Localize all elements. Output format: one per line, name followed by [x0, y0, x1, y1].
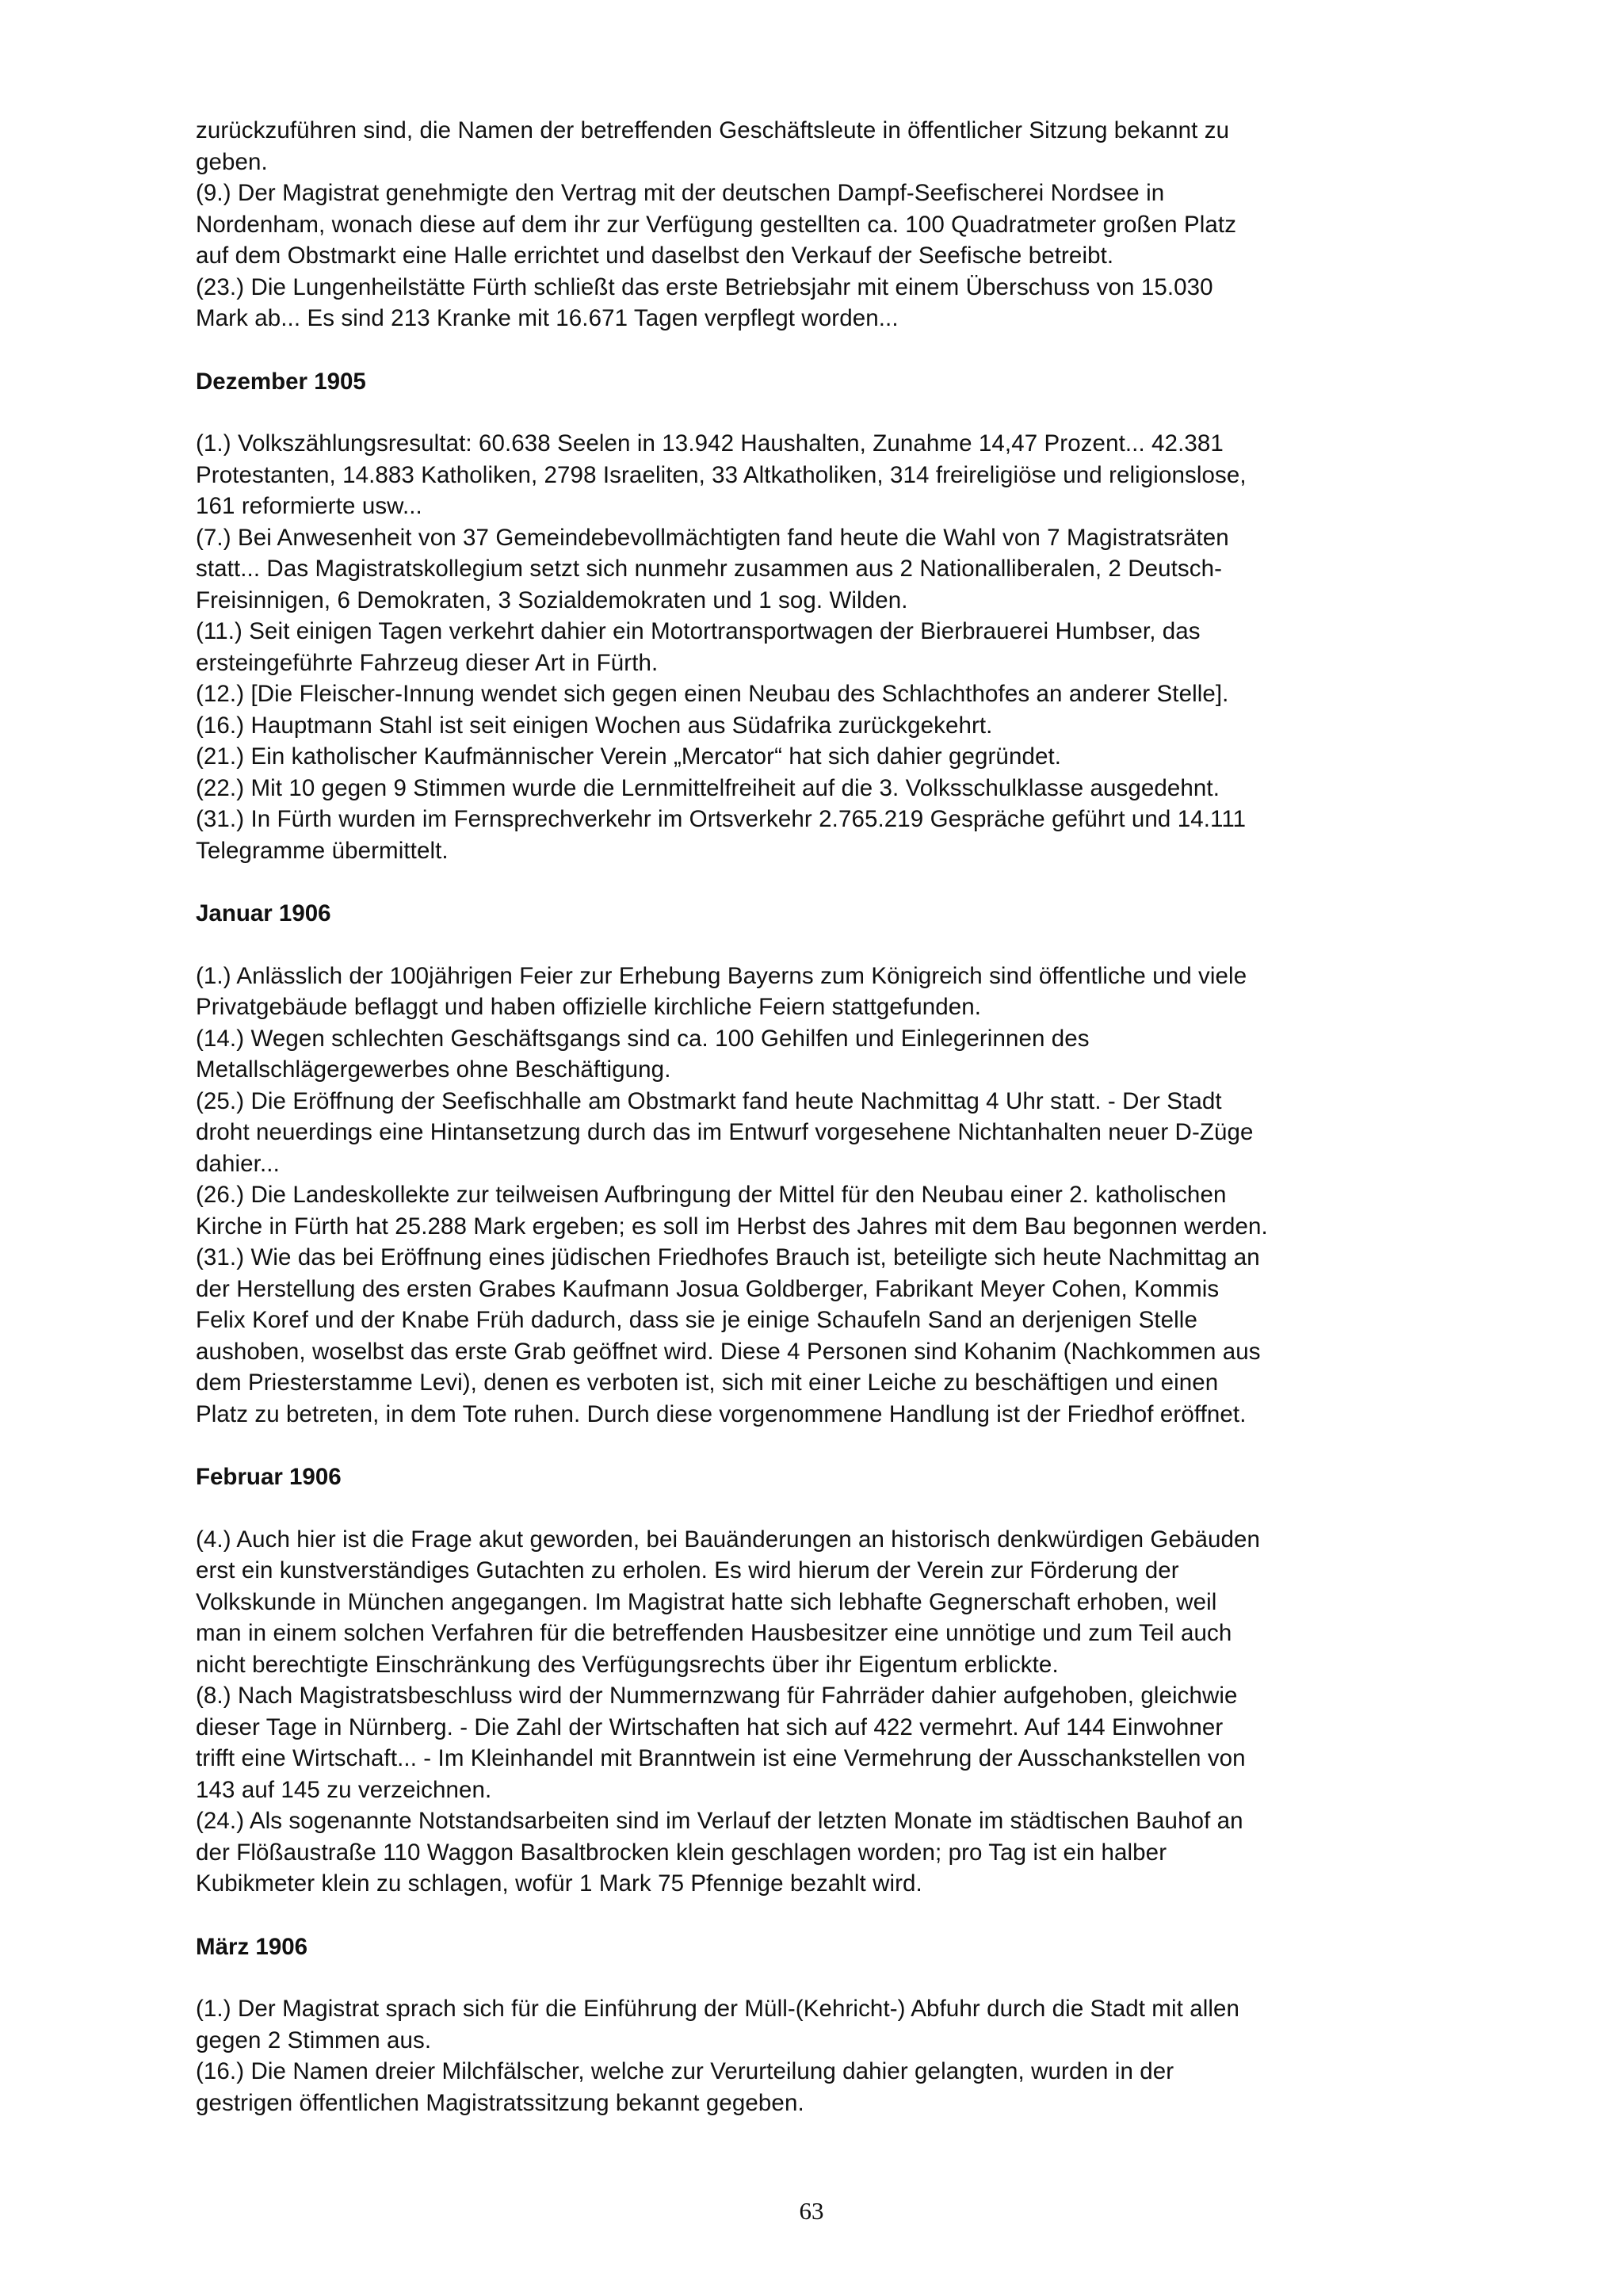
- text-line: Mark ab... Es sind 213 Kranke mit 16.671 Tagen verpflegt worden...: [196, 305, 899, 331]
- text-line: dieser Tage in Nürnberg. - Die Zahl der Wirtschaften hat sich auf 422 vermehrt. Auf 144 Einwohner: [196, 1713, 1224, 1740]
- text-line: (25.) Die Eröffnung der Seefischhalle am Obstmarkt fand heute Nachmittag 4 Uhr statt. - Der Stadt: [196, 1087, 1222, 1114]
- text-line: aushoben, woselbst das erste Grab geöffnet wird. Diese 4 Personen sind Kohanim (Nachkommen aus: [196, 1338, 1261, 1365]
- text-line: Nordenham, wonach diese auf dem ihr zur Verfügung gestellten ca. 100 Quadratmeter großen Platz: [196, 211, 1237, 238]
- section-body: [196, 428, 1448, 866]
- section-heading: Februar 1906: [196, 1464, 342, 1490]
- text-line: dahier...: [196, 1150, 280, 1177]
- text-line: (7.) Bei Anwesenheit von 37 Gemeindebevollmächtigten fand heute die Wahl von 7 Magistratsräten: [196, 524, 1229, 551]
- text-line: trifft eine Wirtschaft... - Im Kleinhandel mit Branntwein ist eine Vermehrung der Ausschankstellen von: [196, 1745, 1246, 1771]
- text-line: (16.) Die Namen dreier Milchfälscher, welche zur Verurteilung dahier gelangten, wurden in der: [196, 2058, 1174, 2084]
- text-line: (16.) Hauptmann Stahl ist seit einigen Wochen aus Südafrika zurückgekehrt.: [196, 712, 993, 739]
- section-body: [196, 1993, 1448, 2118]
- text-line: (12.) [Die Fleischer-Innung wendet sich gegen einen Neubau des Schlachthofes an anderer Stelle].: [196, 681, 1229, 707]
- text-line: (23.) Die Lungenheilstätte Fürth schließt das erste Betriebsjahr mit einem Überschuss von 15.030: [196, 273, 1213, 300]
- text-line: Telegramme übermittelt.: [196, 837, 449, 864]
- text-line: (31.) In Fürth wurden im Fernsprechverkehr im Ortsverkehr 2.765.219 Gespräche geführt und 14.111: [196, 806, 1247, 832]
- text-line: 143 auf 145 zu verzeichnen.: [196, 1776, 492, 1803]
- text-line: (8.) Nach Magistratsbeschluss wird der Nummernzwang für Fahrräder dahier aufgehoben, gleichwie: [196, 1683, 1238, 1709]
- text-line: (31.) Wie das bei Eröffnung eines jüdischen Friedhofes Brauch ist, beteiligte sich heute Nachmittag an: [196, 1244, 1260, 1270]
- text-line: Privatgebäude beflaggt und haben offizielle kirchliche Feiern stattgefunden.: [196, 994, 982, 1020]
- text-line: zurückzuführen sind, die Namen der betreffenden Geschäftsleute in öffentlicher Sitzung bekannt zu: [196, 117, 1230, 143]
- section-heading: Dezember 1905: [196, 368, 366, 395]
- text-line: (22.) Mit 10 gegen 9 Stimmen wurde die Lernmittelfreiheit auf die 3. Volksschulklasse ausgedehnt.: [196, 774, 1220, 801]
- text-line: (9.) Der Magistrat genehmigte den Vertrag mit der deutschen Dampf-Seefischerei Nordsee in: [196, 180, 1165, 206]
- text-line: Freisinnigen, 6 Demokraten, 3 Sozialdemokraten und 1 sog. Wilden.: [196, 586, 908, 613]
- text-line: Felix Koref und der Knabe Früh dadurch, dass sie je einige Schaufeln Sand an derjenigen Stelle: [196, 1307, 1197, 1333]
- text-line: dem Priesterstamme Levi), denen es verboten ist, sich mit einer Leiche zu beschäftigen und einen: [196, 1370, 1219, 1396]
- section-body: [196, 961, 1448, 1431]
- text-line: der Herstellung des ersten Grabes Kaufmann Josua Goldberger, Fabrikant Meyer Cohen, Kommis: [196, 1275, 1220, 1302]
- intro-block: [196, 115, 1448, 334]
- section-body: [196, 1524, 1448, 1900]
- page-content: [196, 115, 1448, 2118]
- text-line: gegen 2 Stimmen aus.: [196, 2027, 432, 2053]
- text-line: (14.) Wegen schlechten Geschäftsgangs sind ca. 100 Gehilfen und Einlegerinnen des: [196, 1025, 1090, 1052]
- text-line: 161 reformierte usw...: [196, 493, 422, 519]
- text-line: Metallschlägergewerbes ohne Beschäftigung.: [196, 1056, 671, 1083]
- text-line: auf dem Obstmarkt eine Halle errichtet und daselbst den Verkauf der Seefische betreibt.: [196, 243, 1114, 269]
- text-line: geben.: [196, 148, 268, 175]
- text-line: Protestanten, 14.883 Katholiken, 2798 Israeliten, 33 Altkatholiken, 314 freireligiöse und religionslose,: [196, 461, 1247, 488]
- text-line: (1.) Volkszählungsresultat: 60.638 Seelen in 13.942 Haushalten, Zunahme 14,47 Prozent... 42.381: [196, 430, 1224, 457]
- text-line: (1.) Anlässlich der 100jährigen Feier zur Erhebung Bayerns zum Königreich sind öffentliche und viele: [196, 962, 1247, 989]
- text-line: der Flößaustraße 110 Waggon Basaltbrocken klein geschlagen worden; pro Tag ist ein halber: [196, 1839, 1167, 1866]
- section-heading: März 1906: [196, 1933, 308, 1960]
- text-line: gestrigen öffentlichen Magistratssitzung bekannt gegeben.: [196, 2089, 804, 2116]
- text-line: (21.) Ein katholischer Kaufmännischer Verein „Mercator“ hat sich dahier gegründet.: [196, 743, 1062, 770]
- text-line: droht neuerdings eine Hintansetzung durch das im Entwurf vorgesehene Nichtanhalten neuer D-Züge: [196, 1119, 1254, 1145]
- text-line: erst ein kunstverständiges Gutachten zu erholen. Es wird hierum der Verein zur Förderung der: [196, 1557, 1179, 1584]
- text-line: man in einem solchen Verfahren für die betreffenden Hausbesitzer eine unnötige und zum Teil auch: [196, 1620, 1232, 1646]
- text-line: (26.) Die Landeskollekte zur teilweisen Aufbringung der Mittel für den Neubau einer 2. katholischen: [196, 1182, 1227, 1208]
- text-line: Volkskunde in München angegangen. Im Magistrat hatte sich lebhafte Gegnerschaft erhoben, weil: [196, 1588, 1217, 1615]
- text-line: Kirche in Fürth hat 25.288 Mark ergeben; es soll im Herbst des Jahres mit dem Bau begonnen werden.: [196, 1213, 1268, 1240]
- text-line: ersteingeführte Fahrzeug dieser Art in Fürth.: [196, 649, 659, 676]
- text-line: (24.) Als sogenannte Notstandsarbeiten sind im Verlauf der letzten Monate im städtischen Bauhof an: [196, 1808, 1243, 1834]
- text-line: Kubikmeter klein zu schlagen, wofür 1 Mark 75 Pfennige bezahlt wird.: [196, 1870, 922, 1897]
- text-line: (1.) Der Magistrat sprach sich für die Einführung der Müll-(Kehricht-) Abfuhr durch die Stadt mit allen: [196, 1996, 1240, 2022]
- text-line: Platz zu betreten, in dem Tote ruhen. Durch diese vorgenommene Handlung ist der Friedhof eröffnet.: [196, 1400, 1247, 1427]
- text-line: (11.) Seit einigen Tagen verkehrt dahier ein Motortransportwagen der Bierbrauerei Humbser, das: [196, 618, 1201, 644]
- text-line: (4.) Auch hier ist die Frage akut geworden, bei Bauänderungen an historisch denkwürdigen Gebäuden: [196, 1526, 1260, 1553]
- text-line: nicht berechtigte Einschränkung des Verfügungsrechts über ihr Eigentum erblickte.: [196, 1651, 1059, 1678]
- section-heading: Januar 1906: [196, 900, 331, 926]
- page-number: 63: [799, 2197, 824, 2225]
- text-line: statt... Das Magistratskollegium setzt sich nunmehr zusammen aus 2 Nationalliberalen, 2 Deutsch-: [196, 556, 1223, 582]
